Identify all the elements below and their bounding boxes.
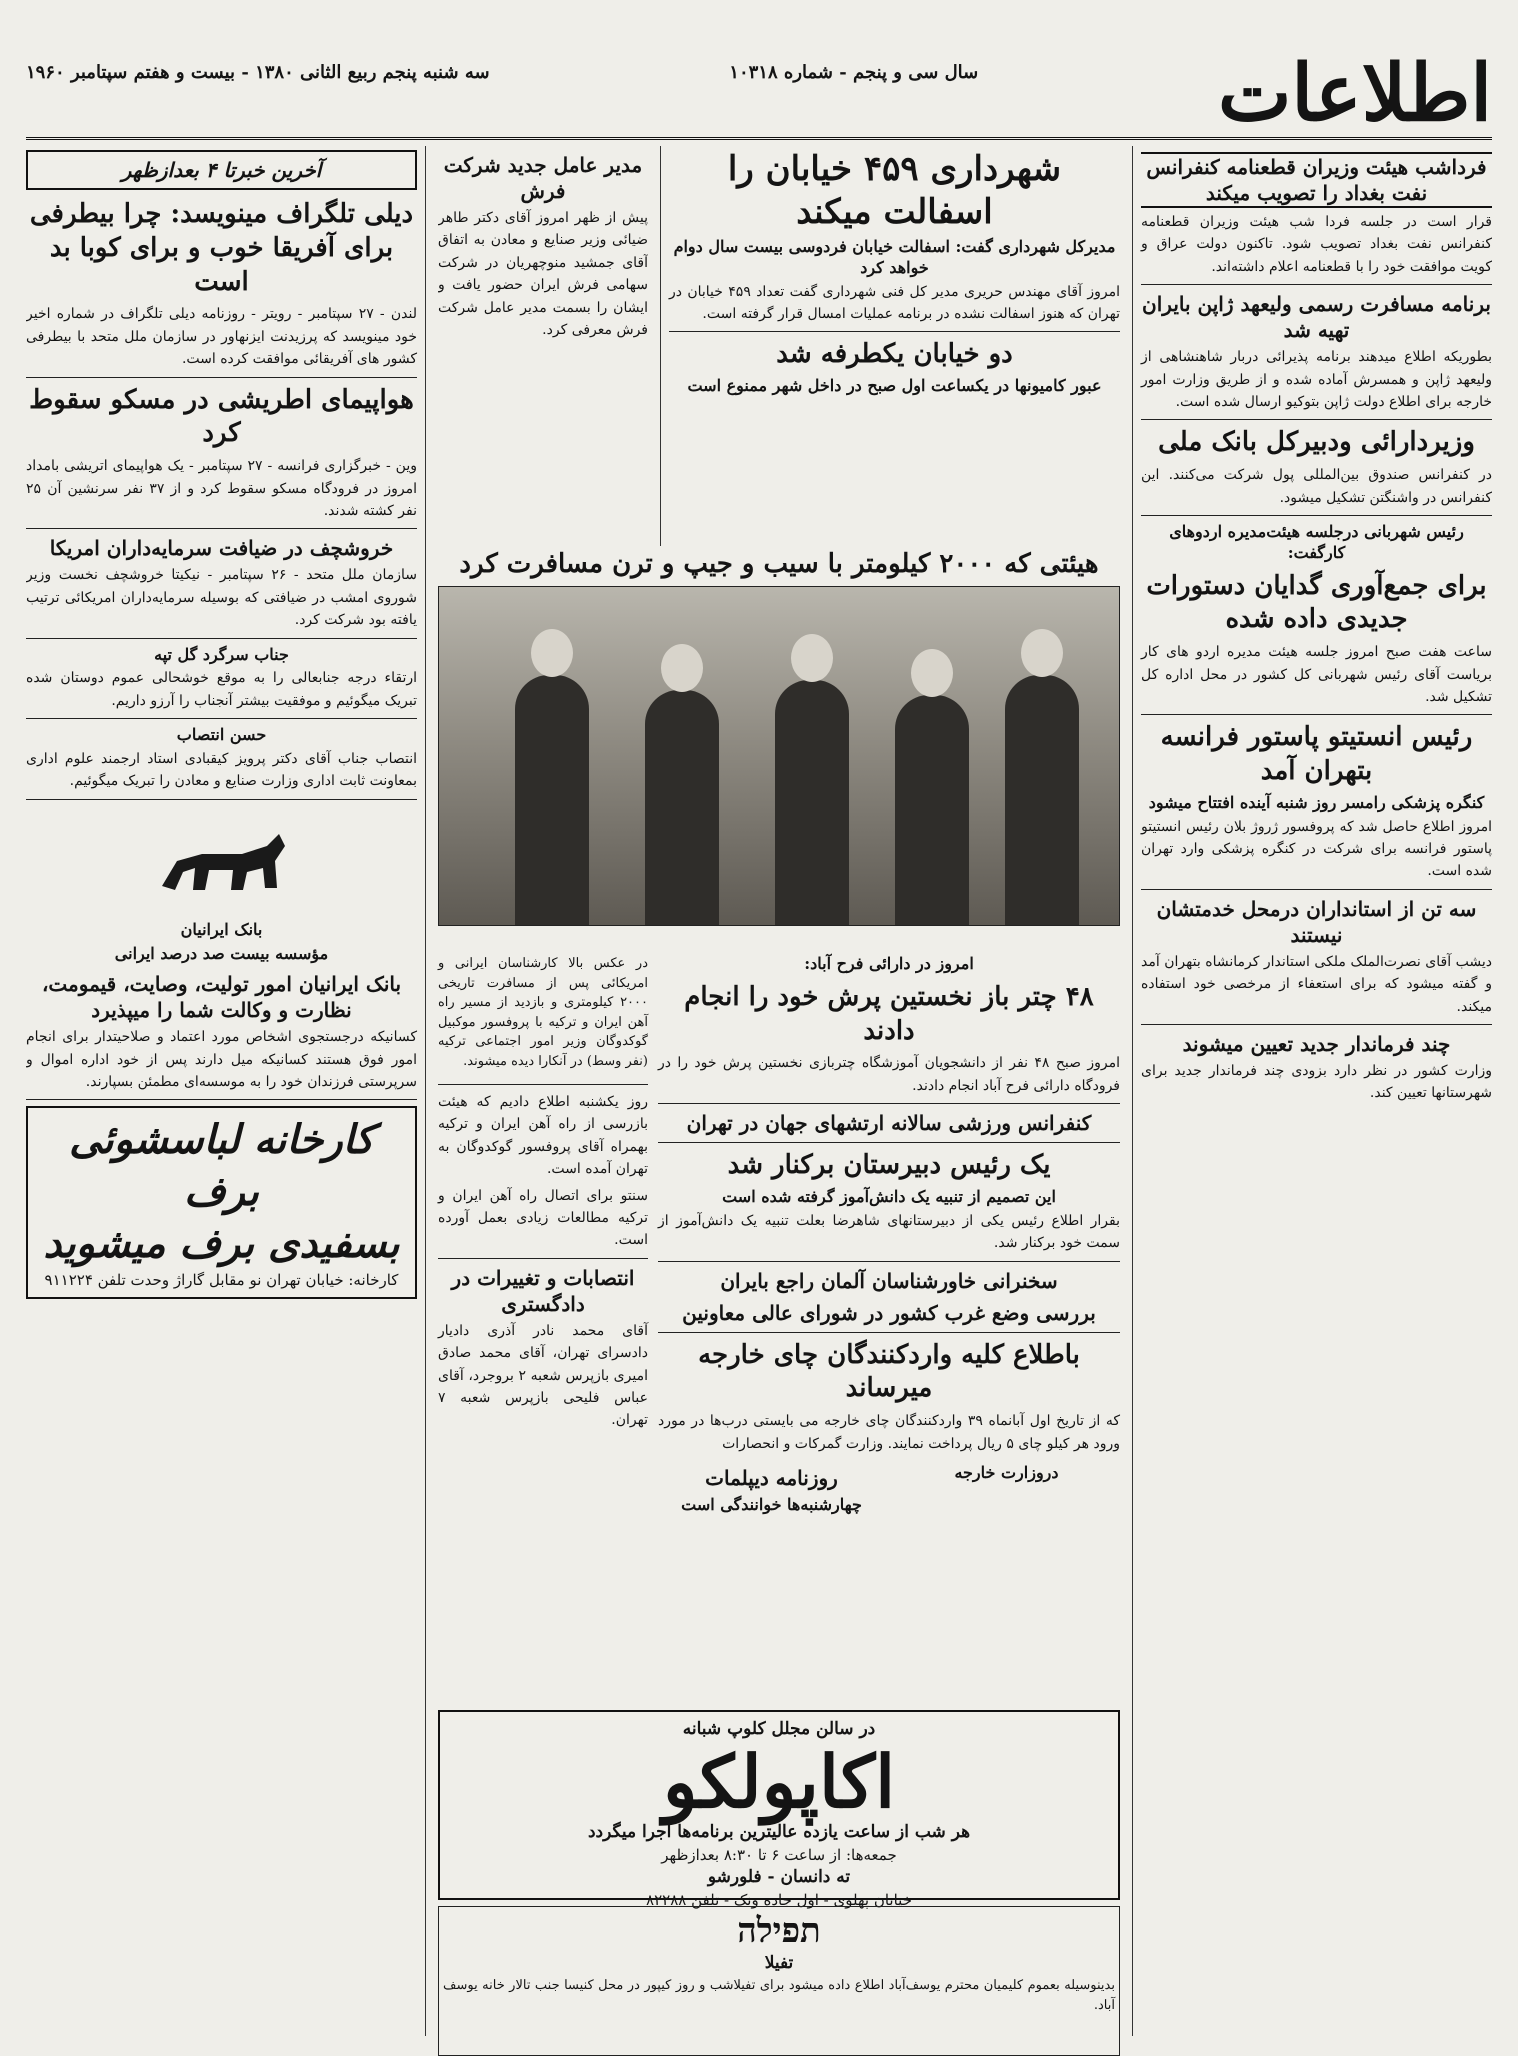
headline-principal: یک رئیس دبیرستان برکنار شد: [727, 1150, 1051, 1181]
club-name: اکاپولکو: [662, 1738, 896, 1824]
article-major: ارتقاء درجه جنابعالی را به موقع خوشحالی عموم دوستان شده تبریک میگوئیم و موفقیت بیشتر آنجناب را آرزو داریم.: [26, 670, 417, 709]
subhead-pasteur: کنگره پزشکی رامسر روز شنبه آینده افتتاح میشود: [1148, 792, 1485, 812]
subhead-principal: این تصمیم از تنبیه یک دانش‌آموز گرفته شده است: [722, 1186, 1056, 1206]
article-judiciary: آقای محمد نادر آذری دادیار دادسرای تهران، آقای محمد صادق امیری بازپرس شعبه ۲ بروجرد، آقای عباس فلیحی بازپرس شعبه ۷ تهران.: [438, 1322, 648, 1429]
issue-date: سه شنبه پنجم ربیع الثانی ۱۳۸۰ - بیست و هفتم سپتامبر ۱۹۶۰: [26, 62, 490, 83]
subhead-diplomat: چهارشنبه‌ها خوانندگی است: [681, 1494, 862, 1514]
headline-governors: سه تن از استانداران درمحل خدمتشان نیستند: [1156, 896, 1477, 947]
headline-diplomat: روزنامه دیپلمات: [705, 1465, 838, 1490]
headline-orientalists: سخنرانی خاورشناسان آلمان راجع بایران: [720, 1268, 1058, 1293]
snow-sub: بسفیدی برف میشوید: [43, 1220, 400, 1268]
headline-beggars: برای جمع‌آوری گدایان دستورات جدیدی داده شده: [1146, 570, 1487, 635]
ad-acapulco: [438, 1710, 1120, 1909]
column-mid-top: [660, 146, 1120, 546]
news-photo: [438, 586, 1120, 926]
article-appointment: انتصاب جناب آقای دکتر پرویز کیقبادی استاد ارجمند علوم اداری بمعاونت ثابت اداری وزارت صنایع و معادن را تبریک میگوئیم.: [26, 750, 417, 790]
article-cento: سنتو برای اتصال راه آهن ایران و ترکیه مطالعات زیادی بعمل آورده است.: [438, 1187, 648, 1249]
headline-appointment: حسن انتصاب: [176, 725, 267, 745]
article-paratroopers: امروز صبح ۴۸ نفر از دانشجویان آموزشگاه چتربازی نخستین پرش خود را در فرودگاه دارائی فرح آباد انجام دادند.: [658, 1055, 1120, 1094]
tefila-persian: تفیلا: [764, 1952, 794, 1973]
club-dance: ته دانسان - فلورشو: [707, 1866, 851, 1887]
bank-headline: بانک ایرانیان امور تولیت، وصایت، قیمومت، نظارت و وکالت شما را میپذیرد: [41, 972, 402, 1023]
headline-2000km: هیئتی که ۲۰۰۰ کیلومتر با سیب و جیپ و ترن مسافرت کرد: [459, 549, 1099, 579]
bank-text: کسانیکه درجستجوی اشخاص مورد اعتماد و صلاحیتدار برای انجام امور فوق هستند کسانیکه میل دارند پس از خود اداره اموال و سرپرستی فرزندان خود را به موسسه‌ای مطمئن بسپارند.: [26, 1029, 417, 1091]
headline-army-sports: کنفرانس ورزشی سالانه ارتشهای جهان در تهران: [686, 1111, 1092, 1136]
block-foreign-ministry: [893, 1459, 1120, 1518]
column-right: [1132, 146, 1492, 2036]
column-mid-left-lower: [438, 950, 648, 1436]
article-plane: وین - خبرگزاری فرانسه - ۲۷ سپتامبر - یک هواپیمای اتریشی بامداد امروز در فرودگاه مسکو سقوط کرد و از ۳۷ نفر سرنشین آن ۲۵ نفر کشته شدند.: [26, 458, 418, 519]
headline-baghdad: فرداشب هیئت وزیران قطعنامه کنفرانس نفت بغداد را تصویب میکند: [1141, 152, 1492, 208]
club-phone: خیابان پهلوی - اول جاده ونک - تلفن ۸۲۲۸۸: [646, 1890, 912, 1909]
article-finance: در کنفرانس صندوق بین‌المللی پول شرکت می‌کنند. این کنفرانس در واشنگتن تشکیل میشود.: [1141, 467, 1492, 506]
tefila-hebrew: תפילה: [737, 1911, 821, 1951]
snow-address: کارخانه: خیابان تهران نو مقابل گاراژ وحدت تلفن ۹۱۱۲۲۴: [44, 1271, 399, 1290]
article-carpet: پیش از ظهر امروز آقای دکتر طاهر ضیائی وزیر صنایع و معادن به اتفاق آقای جمشید منوچهریان در شرکت سهامی فرش ایران حضور یافت و ایشان را بسمت مدیر عامل شرکت فرش معرفی کرد.: [438, 210, 648, 338]
issue-number: سال سی و پنجم - شماره ۱۰۳۱۸: [729, 62, 979, 83]
club-sub: هر شب از ساعت یازده عالیترین برنامه‌ها اجرا میگردد: [587, 1821, 971, 1842]
bank-lion-logo-icon: [147, 806, 297, 916]
masthead-title: اطلاعات: [1217, 48, 1492, 139]
article-tea: که از تاریخ اول آبانماه ۳۹ واردکنندگان چای خارجه می بایستی درب‌ها در مورد ورود هر کیلو چای ۵ ریال پرداخت نمایند. وزارت گمرکات و انحصارات: [658, 1413, 1120, 1452]
headline-finance: وزیردارائی ودبیرکل بانک ملی: [1158, 427, 1475, 458]
headline-khrushchev: خروشچف در ضیافت سرمایه‌داران امریکا: [49, 536, 394, 561]
columns: [26, 140, 1492, 2040]
block-diplomat: [658, 1459, 885, 1518]
club-head: در سالن مجلل کلوپ شبانه: [682, 1719, 876, 1739]
article-new-governors: وزارت کشور در نظر دارد بزودی چند فرماندار جدید برای شهرستانها تعیین کند.: [1141, 1063, 1492, 1102]
article-governors: دیشب آقای نصرت‌الملک ملکی استاندار کرمانشاه بتهران آمد و گفته میشود که برای استعفاء از مرخصی خود استفاده میکند.: [1141, 953, 1492, 1015]
article-japan: بطوریکه اطلاع میدهند برنامه پذیرائی دربار شاهنشاهی از ولیعهد ژاپن و همسرش آماده شده و از طریق وزارت امور خارجه برای اطلاع دولت ژاپن بتوکیو ارسال شده است.: [1141, 349, 1492, 410]
photo-caption: در عکس بالا کارشناسان ایرانی و امریکائی پس از مسافرت تاریخی ۲۰۰۰ کیلومتری و بازدید از مسیر راه آهن ایران و ترکیه با پروفسور موکبیل گوکدوگان وزیر امور اجتماعی ترکیه (نفر وسط) در آنکارا دیده میشوند.: [438, 956, 648, 1069]
tefila-text: بدینوسیله بعموم کلیمیان محترم یوسف‌آباد اطلاع داده میشود برای تفیلاشب و روز کیپور در محل کنیسا جنب تالار خانه یوسف آباد.: [443, 1977, 1115, 2014]
article-principal: بقرار اطلاع رئیس یکی از دبیرستانهای شاهرضا بعلت تنبیه یک دانش‌آموز از سمت خود برکنار شد.: [658, 1212, 1120, 1252]
column-mid-lower: [658, 950, 1120, 1518]
subhead-oneway: عبور کامیونها در یکساعت اول صبح در داخل شهر ممنوع است: [687, 376, 1102, 396]
headline-police-kicker: رئیس شهربانی درجلسه هیئت‌مدیره اردوهای کارگفت:: [1169, 521, 1464, 562]
ad-snow-laundry: [26, 1106, 417, 1299]
headline-plane: هواپیمای اطریشی در مسکو سقوط کرد: [29, 384, 414, 449]
club-fri: جمعه‌ها: از ساعت ۶ تا ۸:۳۰ بعدازظهر: [661, 1845, 897, 1864]
headline-foreign-ministry: دروزارت خارجه: [954, 1462, 1059, 1482]
headline-tea: باطلاع کلیه واردکنندگان چای خارجه میرساند: [698, 1339, 1080, 1404]
article-pasteur: امروز اطلاع حاصل شد که پروفسور ژروژ بلان رئیس انستیتو پاستور فرانسه برای شرکت در کنگره پزشکی وارد تهران شده است.: [1141, 818, 1492, 880]
latest-news-stamp: آخرین خبرتا ۴ بعدازظهر: [26, 150, 417, 190]
snow-title: کارخانه لباسشوئی برف: [69, 1116, 374, 1216]
column-left: [26, 146, 426, 2036]
bank-tagline: مؤسسه بیست صد درصد ایرانی: [114, 944, 329, 964]
article-baghdad: قرار است در جلسه فردا شب هیئت وزیران قطعنامه کنفرانس نفت بغداد تصویب شود. تاکنون دولت عراق و کویت موافقت خود را با قطعنامه اعلام داشته‌اند.: [1141, 214, 1492, 275]
headline-major: جناب سرگرد گل تپه: [154, 644, 289, 664]
headline-new-governors: چند فرماندار جدید تعیین میشوند: [1182, 1032, 1451, 1057]
headline-judiciary: انتصابات و تغییرات در دادگستری: [451, 1265, 635, 1316]
tefila-box: [438, 1906, 1120, 2056]
masthead-bar: [26, 22, 1492, 140]
headline-paratroopers: ۴۸ چتر باز نخستین پرش خود را انجام دادند: [684, 981, 1094, 1046]
ad-tefila: [438, 1906, 1120, 2056]
subhead-asphalt: مدیرکل شهرداری گفت: اسفالت خیابان فردوسی بیست سال دوام خواهد کرد: [673, 237, 1116, 277]
headline-carpet: مدیر عامل جدید شرکت فرش: [443, 153, 643, 203]
article-khrushchev: سازمان ملل متحد - ۲۶ سپتامبر - نیکیتا خروشچف نخست وزیر شوروی امشب در ضیافتی که بوسیله سرمایه‌داران امریکائی ترتیب یافته بود شرکت کرد.: [26, 567, 418, 629]
article-asphalt: امروز آقای مهندس حریری مدیر کل فنی شهرداری گفت تعداد ۴۵۹ خیابان در تهران که هنوز اسفالت نشده در برنامه عملیات امسال قرار گرفته است.: [669, 283, 1120, 322]
article-rail: روز یکشنبه اطلاع دادیم که هیئت بازرسی از راه آهن ایران و ترکیه بهمراه آقای پروفسور گوکدوگان به تهران آمده است.: [438, 1094, 648, 1178]
ads-bottom: [438, 1710, 1120, 2014]
headline-west-region: بررسی وضع غرب کشور در شورای عالی معاونین: [682, 1300, 1096, 1325]
bank-logo-caption: بانک ایرانیان: [180, 919, 263, 939]
kicker-paratroopers: امروز در دارائی فرح آباد:: [804, 954, 974, 973]
article-beggars: ساعت هفت صبح امروز جلسه هیئت مدیره اردو های کار بریاست آقای رئیس شهربانی کل کشور در محل اداره کل تشکیل شد.: [1141, 644, 1492, 705]
headline-telegraph: دیلی تلگراف مینویسد: چرا بیطرفی برای آفریقا خوب و برای کوبا بد است: [29, 199, 414, 297]
headline-pasteur: رئیس انستیتو پاستور فرانسه بتهران آمد: [1160, 722, 1473, 787]
photo-story: [438, 548, 1120, 943]
headline-oneway: دو خیابان یکطرفه شد: [776, 339, 1013, 370]
article-telegraph: لندن - ۲۷ سپتامبر - رویتر - روزنامه دیلی تلگراف در شماره اخیر خود مینویسد که پرزیدنت ایزنهاور در سازمان ملل متحد با بیطرفی کشور های آفریقائی موافقت کرده است.: [26, 306, 417, 368]
headline-asphalt: شهرداری ۴۵۹ خیابان را اسفالت میکند: [727, 149, 1062, 232]
headline-japan: برنامه مسافرت رسمی ولیعهد ژاپن بایران تهیه شد: [1142, 292, 1491, 343]
